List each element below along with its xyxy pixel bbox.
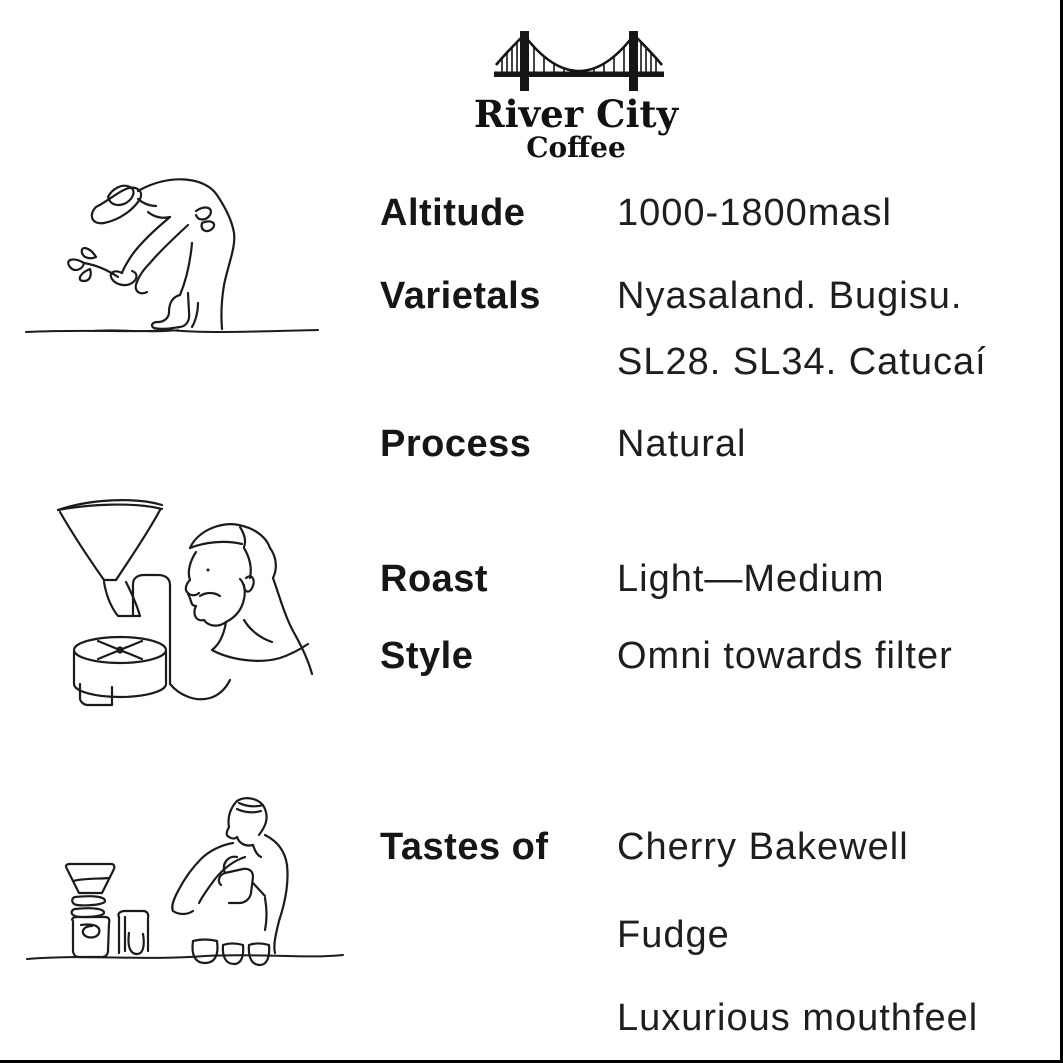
barista-pouring-illustration [25,793,345,973]
value-varietals-line2: SL28. SL34. Catucaí [617,341,987,383]
label-process: Process [380,423,532,465]
value-altitude: 1000-1800masl [617,192,892,234]
value-process: Natural [617,423,747,465]
suspension-bridge-icon [494,27,664,95]
brand-name: River City [473,92,679,136]
label-varietals: Varietals [380,275,541,317]
brand-subtitle: Coffee [526,131,626,164]
value-style: Omni towards filter [617,635,953,677]
label-style: Style [380,635,474,677]
farmer-picking-illustration [20,165,320,337]
value-roast: Light—Medium [617,558,885,600]
label-altitude: Altitude [380,192,526,234]
label-tastes-of: Tastes of [380,826,549,868]
value-taste-1: Cherry Bakewell [617,826,909,868]
label-roast: Roast [380,558,489,600]
value-taste-2: Fudge [617,914,730,956]
value-taste-3: Luxurious mouthfeel [617,997,979,1039]
value-varietals-line1: Nyasaland. Bugisu. [617,275,963,317]
coffee-roaster-illustration [40,488,325,723]
